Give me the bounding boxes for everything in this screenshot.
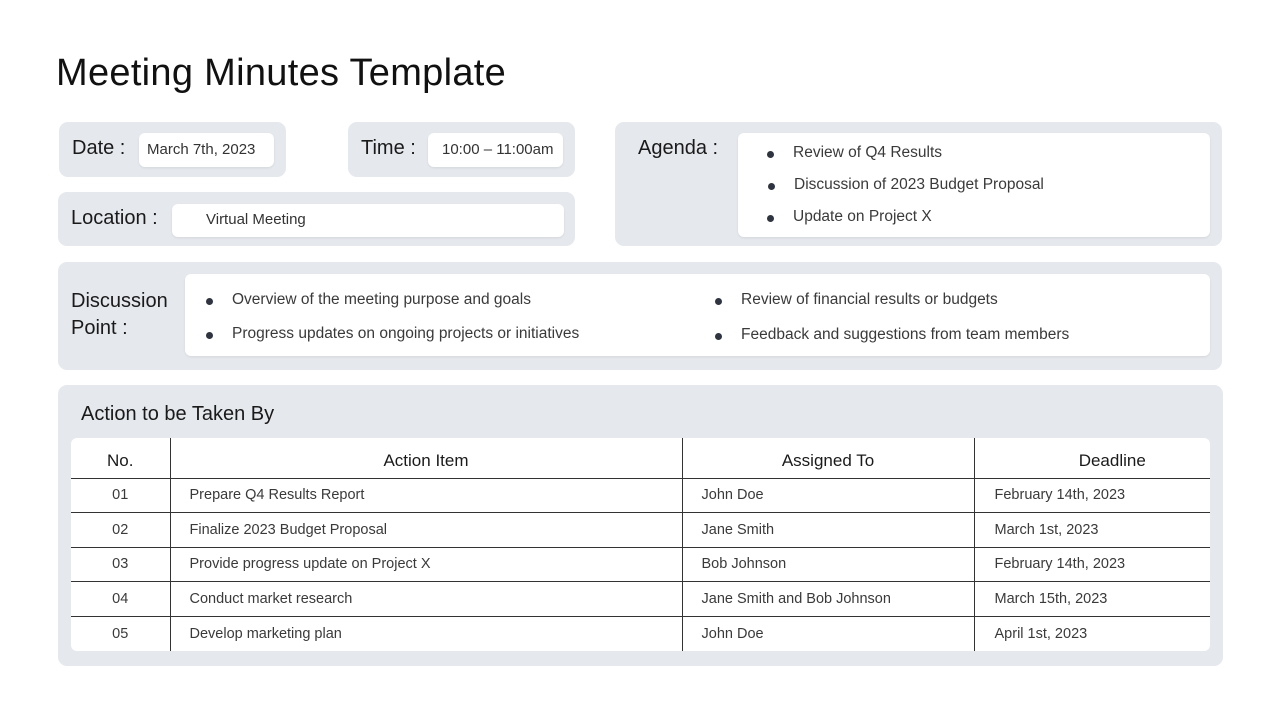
column-header-assigned-to: Assigned To xyxy=(682,438,974,478)
agenda-label: Agenda : xyxy=(638,137,719,159)
table-header-row xyxy=(71,438,1210,478)
date-field[interactable] xyxy=(139,133,274,167)
table-row xyxy=(71,582,1210,617)
agenda-panel xyxy=(615,122,1222,246)
row-number: 03 xyxy=(71,547,170,582)
date-panel xyxy=(59,122,286,177)
action-item-cell: Finalize 2023 Budget Proposal xyxy=(170,513,682,548)
action-item-cell: Provide progress update on Project X xyxy=(170,547,682,582)
agenda-box xyxy=(738,133,1210,237)
agenda-item: Discussion of 2023 Budget Proposal xyxy=(794,176,1044,193)
discussion-box xyxy=(185,274,1210,356)
time-field[interactable] xyxy=(428,133,563,167)
deadline-cell: April 1st, 2023 xyxy=(974,616,1210,651)
time-panel xyxy=(348,122,575,177)
action-item-cell: Prepare Q4 Results Report xyxy=(170,478,682,513)
agenda-item: Review of Q4 Results xyxy=(793,144,943,161)
assigned-to-cell: John Doe xyxy=(682,616,974,651)
location-field[interactable] xyxy=(172,204,564,237)
location-label: Location : xyxy=(71,207,158,229)
action-table xyxy=(71,438,1210,651)
assigned-to-cell: Jane Smith xyxy=(682,513,974,548)
time-label: Time : xyxy=(361,137,416,159)
deadline-cell: March 1st, 2023 xyxy=(974,513,1210,548)
date-label: Date : xyxy=(72,137,126,159)
row-number: 05 xyxy=(71,616,170,651)
discussion-label-line2: Point : xyxy=(71,317,128,339)
time-value: 10:00 – 11:00am xyxy=(442,141,554,158)
discussion-panel xyxy=(58,262,1222,370)
discussion-item: Review of financial results or budgets xyxy=(741,291,998,308)
assigned-to-cell: Jane Smith and Bob Johnson xyxy=(682,582,974,617)
action-item-cell: Conduct market research xyxy=(170,582,682,617)
assigned-to-cell: John Doe xyxy=(682,478,974,513)
row-number: 01 xyxy=(71,478,170,513)
column-header-no: No. xyxy=(71,438,170,478)
row-number: 04 xyxy=(71,582,170,617)
table-row xyxy=(71,616,1210,651)
deadline-cell: February 14th, 2023 xyxy=(974,547,1210,582)
date-value: March 7th, 2023 xyxy=(147,141,256,158)
deadline-cell: March 15th, 2023 xyxy=(974,582,1210,617)
agenda-item: Update on Project X xyxy=(793,208,932,225)
deadline-cell: February 14th, 2023 xyxy=(994,487,1126,504)
row-number: 02 xyxy=(71,513,170,548)
location-panel xyxy=(58,192,575,246)
action-item-cell: Develop marketing plan xyxy=(170,616,682,651)
action-heading: Action to be Taken By xyxy=(81,403,275,425)
table-row xyxy=(71,513,1210,548)
page-title: Meeting Minutes Template xyxy=(56,52,507,94)
table-row xyxy=(71,547,1210,582)
discussion-item: Overview of the meeting purpose and goals xyxy=(232,291,531,308)
column-header-deadline: Deadline xyxy=(974,438,1210,478)
location-value: Virtual Meeting xyxy=(206,211,306,228)
table-row xyxy=(71,478,1210,513)
discussion-item: Feedback and suggestions from team members xyxy=(741,326,1070,343)
discussion-label-line1: Discussion xyxy=(71,290,168,312)
discussion-item: Progress updates on ongoing projects or initiatives xyxy=(232,325,580,342)
column-header-action-item: Action Item xyxy=(170,438,682,478)
assigned-to-cell: Bob Johnson xyxy=(682,547,974,582)
